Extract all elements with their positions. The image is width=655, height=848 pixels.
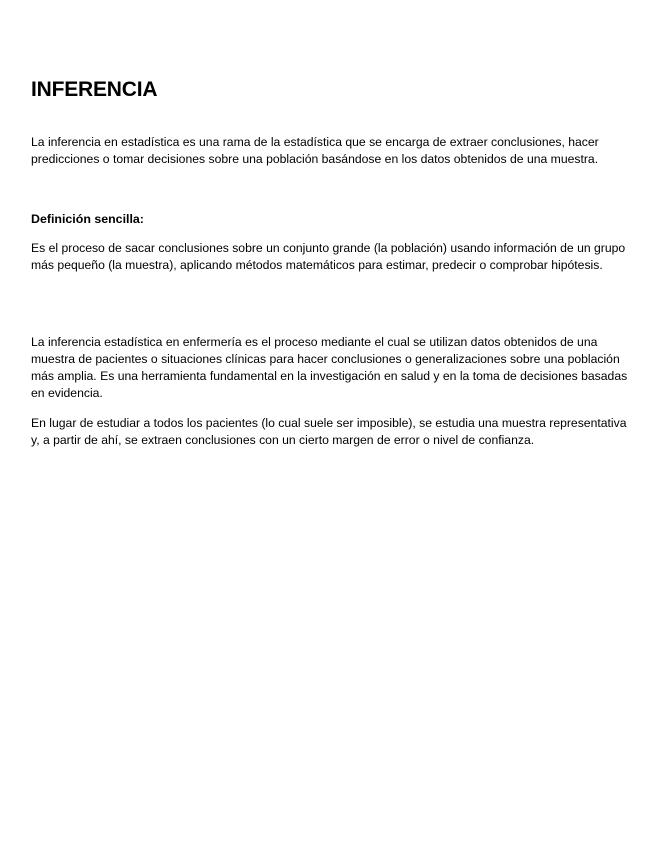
document-title: INFERENCIA [31,78,158,101]
definition-heading: Definición sencilla: [31,212,144,226]
intro-paragraph: La inferencia en estadística es una rama de la estadística que se encarga de extraer conclusiones, hacer predicciones o tomar decisiones sobre una población basándose en los datos obtenidos de una muestra. [31,135,599,166]
nursing-paragraph: La inferencia estadística en enfermería es el proceso mediante el cual se utilizan datos obtenidos de una muestra de pacientes o situaciones clínicas para hacer conclusiones o generalizaciones sobre una población más amplia. Es una herramienta fundamental en la investigación en salud y en la toma de decisiones basadas en evidencia. [31,335,628,400]
sample-paragraph: En lugar de estudiar a todos los pacientes (lo cual suele ser imposible), se estudia una muestra representativa y, a partir de ahí, se extraen conclusiones con un cierto margen de error o nivel de confianza. [31,416,627,447]
definition-paragraph: Es el proceso de sacar conclusiones sobre un conjunto grande (la población) usando información de un grupo más pequeño (la muestra), aplicando métodos matemáticos para estimar, predecir o comprobar hipótesis. [31,241,626,272]
